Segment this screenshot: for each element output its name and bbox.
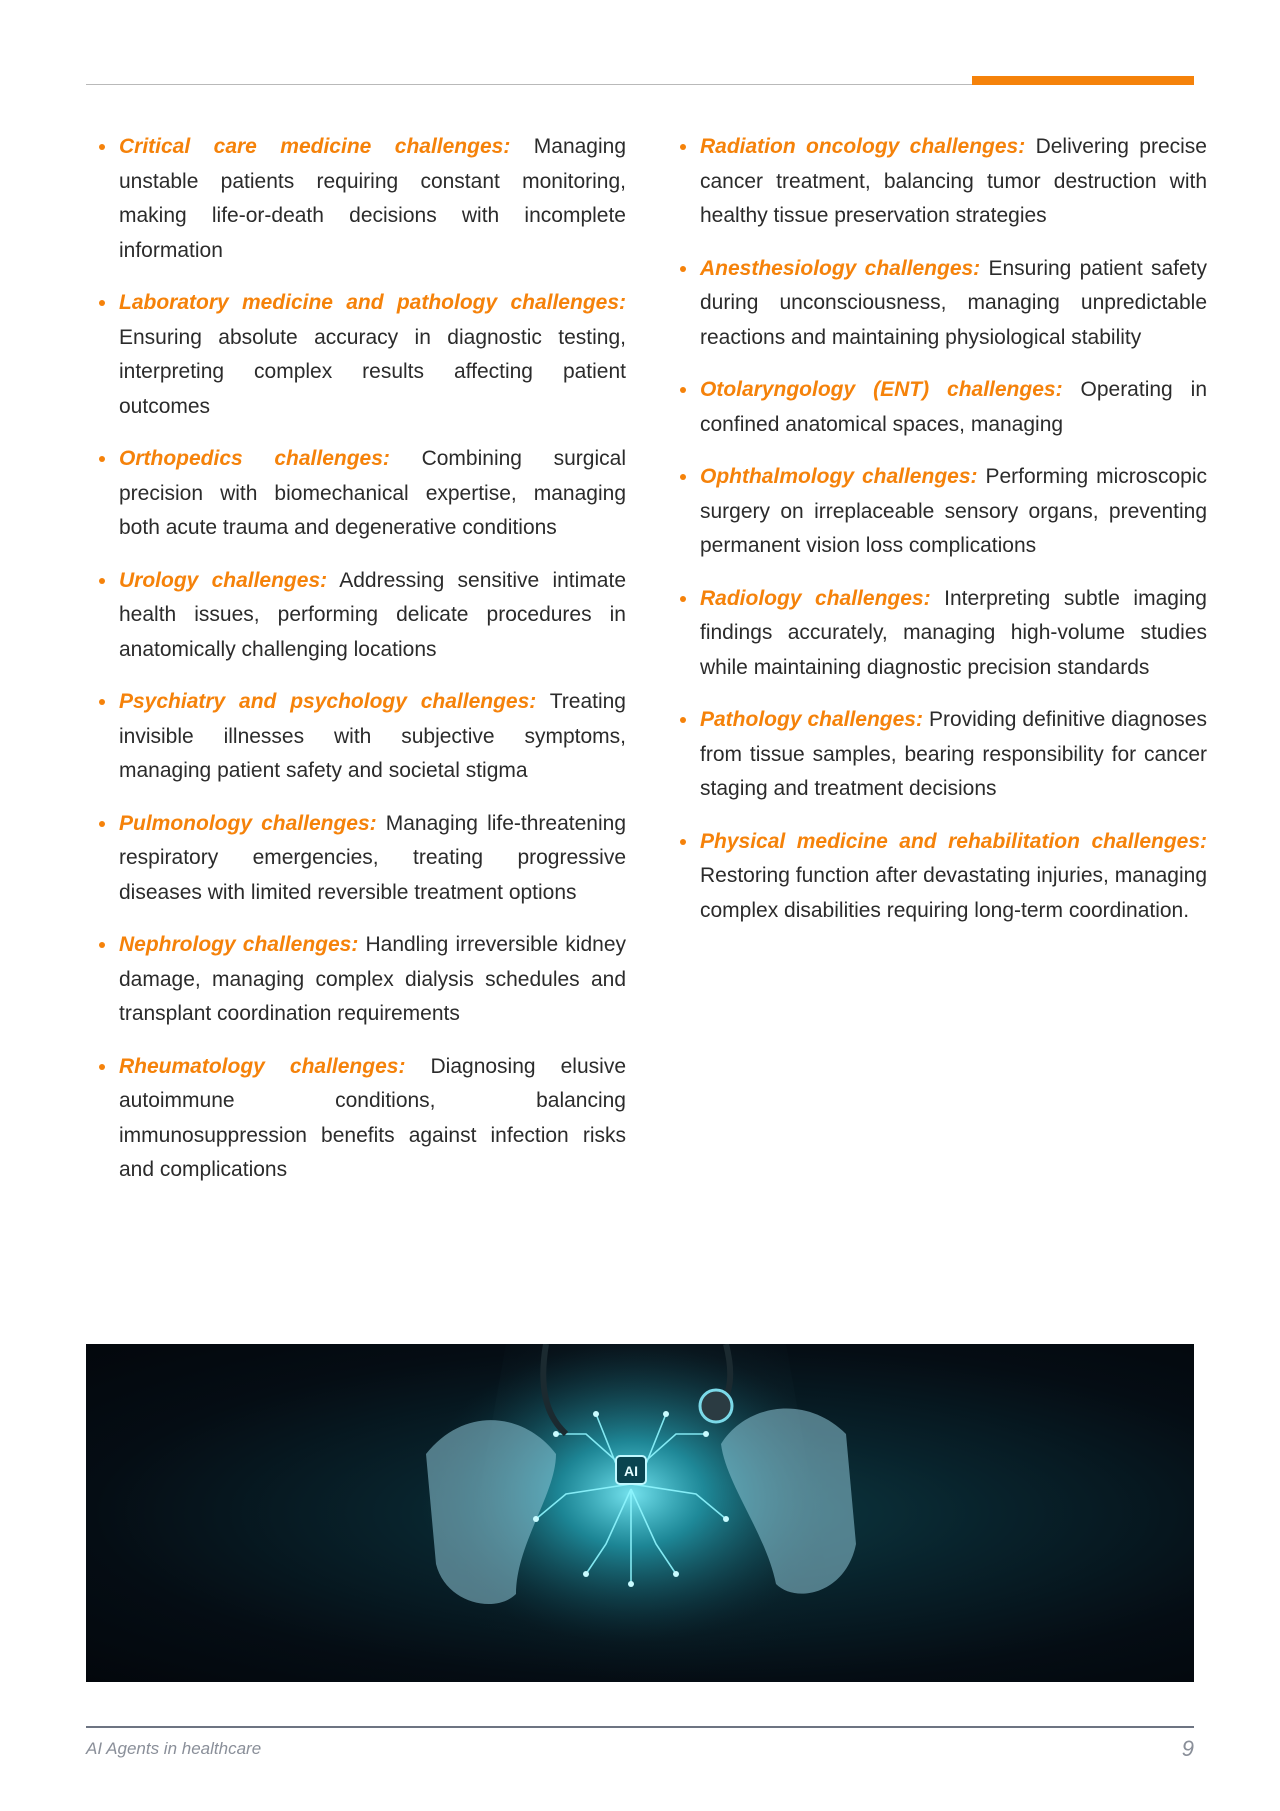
- left-column: [99, 130, 626, 1206]
- list-item: [99, 928, 626, 1032]
- item-text: Restoring function after devastating injuries, managing complex disabilities requiring long-term coordination.: [700, 864, 1207, 922]
- list-item: [680, 252, 1207, 356]
- bullet-dot: [99, 300, 105, 306]
- item-text: Addressing sensitive intimate health issues, performing delicate procedures in anatomically challenging locations: [119, 568, 626, 661]
- item-text: Ensuring patient safety during unconsciousness, managing unpredictable reactions and maintaining physiological stability: [700, 256, 1207, 349]
- bullet-dot: [99, 456, 105, 462]
- item-term: Radiation oncology challenges:: [700, 135, 1026, 158]
- list-item: [680, 825, 1207, 929]
- right-column: [680, 130, 1207, 946]
- list-item: [99, 286, 626, 424]
- list-item: [99, 130, 626, 268]
- bullet-dot: [680, 474, 686, 480]
- list-item: [99, 685, 626, 789]
- item-text: Operating in confined anatomical spaces, managing: [700, 378, 1207, 436]
- bullet-dot: [680, 266, 686, 272]
- bullet-dot: [99, 942, 105, 948]
- item-text: Providing definitive diagnoses from tissue samples, bearing responsibility for cancer staging and treatment decisions: [700, 708, 1207, 800]
- item-term: Otolaryngology (ENT) challenges:: [700, 378, 1063, 401]
- list-item: [99, 564, 626, 668]
- item-term: Physical medicine and rehabilitation challenges:: [700, 829, 1207, 853]
- footer-rule: [86, 1726, 1194, 1728]
- item-term: Pulmonology challenges:: [119, 811, 377, 835]
- item-text: Ensuring absolute accuracy in diagnostic testing, interpreting complex results affecting patient outcomes: [119, 325, 626, 418]
- header-accent-bar: [972, 76, 1194, 85]
- ai-brain-illustration: [86, 1344, 1194, 1682]
- item-term: Rheumatology challenges:: [119, 1054, 406, 1078]
- bullet-dot: [680, 717, 686, 723]
- item-term: Ophthalmology challenges:: [700, 465, 978, 488]
- item-text: Interpreting subtle imaging findings accurately, managing high-volume studies while maintaining diagnostic precision standards: [700, 586, 1207, 679]
- hero-image: [86, 1344, 1194, 1682]
- item-term: Critical care medicine challenges:: [119, 135, 511, 158]
- item-text: Delivering precise cancer treatment, balancing tumor destruction with healthy tissue preservation strategies: [700, 135, 1207, 227]
- list-item: [680, 130, 1207, 234]
- bullet-dot: [99, 699, 105, 705]
- page-number: 9: [1181, 1736, 1194, 1761]
- bullet-dot: [99, 578, 105, 584]
- item-term: Orthopedics challenges:: [119, 447, 390, 470]
- item-text: Managing unstable patients requiring constant monitoring, making life-or-death decisions with incomplete information: [119, 135, 626, 262]
- ai-chip-label: AI: [624, 1463, 638, 1479]
- list-item: [680, 582, 1207, 686]
- item-text: Managing life-threatening respiratory emergencies, treating progressive diseases with limited reversible treatment options: [119, 811, 626, 904]
- item-term: Urology challenges:: [119, 568, 328, 592]
- bullet-dot: [680, 596, 686, 602]
- item-text: Performing microscopic surgery on irreplaceable sensory organs, preventing permanent vision loss complications: [700, 465, 1207, 557]
- footer-title: AI Agents in healthcare: [86, 1739, 262, 1758]
- item-term: Laboratory medicine and pathology challenges:: [119, 291, 626, 314]
- list-item: [99, 807, 626, 911]
- item-term: Nephrology challenges:: [119, 933, 359, 956]
- bullet-dot: [680, 387, 686, 393]
- item-text: Combining surgical precision with biomechanical expertise, managing both acute trauma and degenerative conditions: [119, 447, 626, 539]
- item-text: Handling irreversible kidney damage, managing complex dialysis schedules and transplant coordination requirements: [119, 933, 626, 1025]
- list-item: [680, 703, 1207, 807]
- item-term: Psychiatry and psychology challenges:: [119, 690, 537, 713]
- item-text: Diagnosing elusive autoimmune conditions, balancing immunosuppression benefits against infection risks and complications: [119, 1054, 626, 1181]
- item-term: Radiology challenges:: [700, 586, 931, 610]
- bullet-dot: [99, 821, 105, 827]
- item-term: Pathology challenges:: [700, 708, 923, 731]
- bullet-dot: [99, 144, 105, 150]
- list-item: [99, 1050, 626, 1188]
- list-item: [99, 442, 626, 546]
- bullet-dot: [99, 1064, 105, 1070]
- list-item: [680, 460, 1207, 564]
- list-item: [680, 373, 1207, 442]
- bullet-dot: [680, 144, 686, 150]
- item-term: Anesthesiology challenges:: [700, 256, 981, 280]
- item-text: Treating invisible illnesses with subjective symptoms, managing patient safety and societal stigma: [119, 690, 626, 782]
- bullet-dot: [680, 839, 686, 845]
